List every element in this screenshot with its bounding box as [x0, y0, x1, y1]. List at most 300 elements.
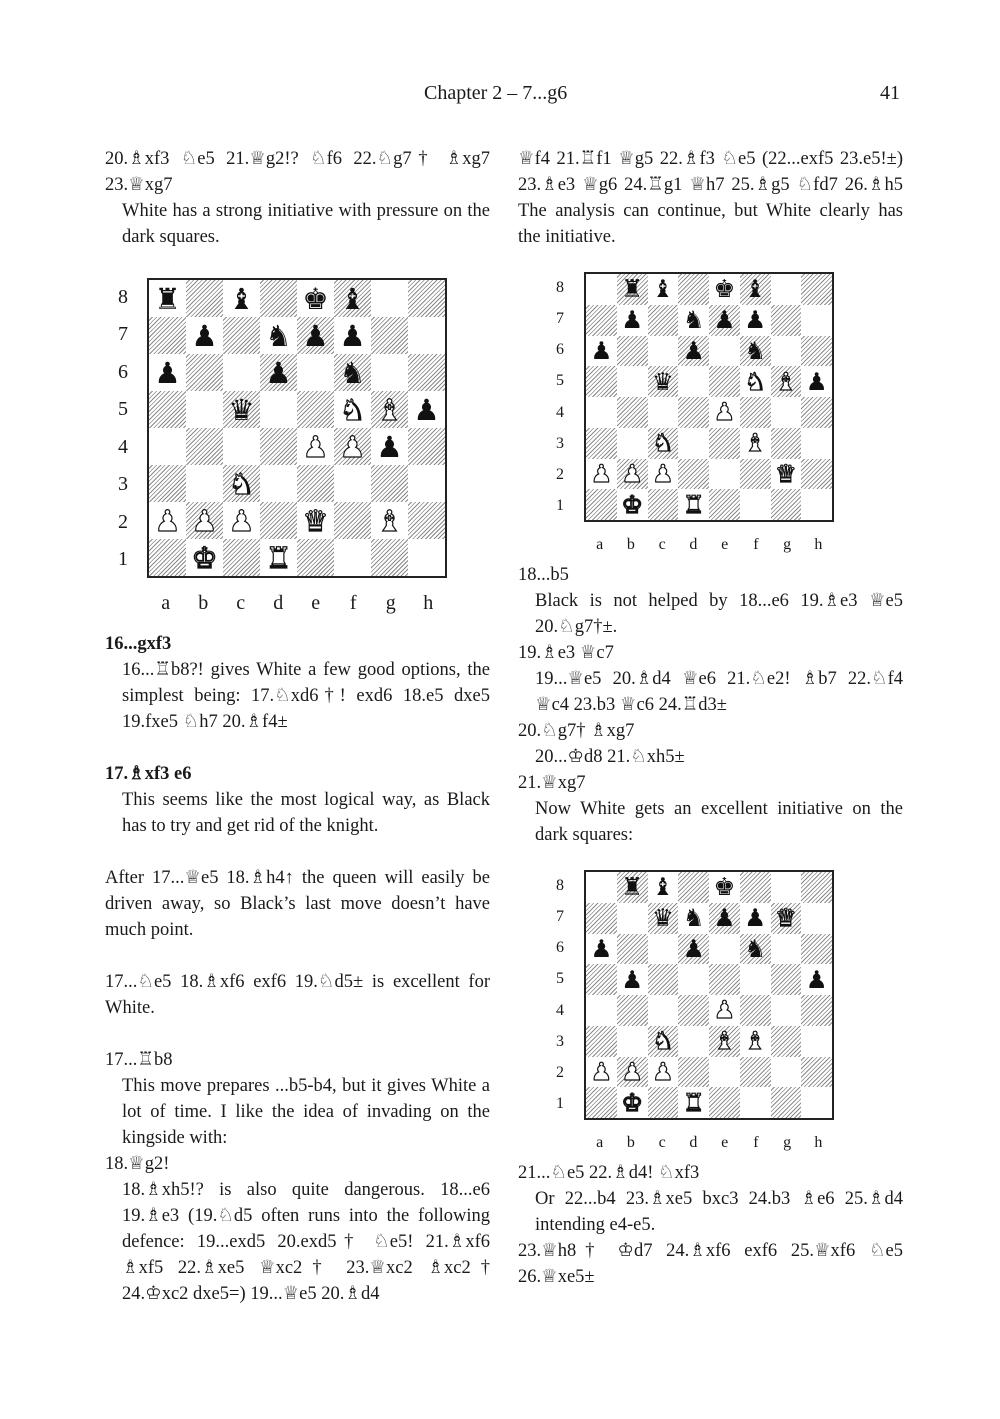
square-d1: [678, 1087, 709, 1118]
square-a5: [586, 366, 617, 397]
paragraph: 18.♕g2!: [105, 1154, 170, 1174]
square-a4: [149, 428, 186, 465]
black-pawn-icon: ♟: [191, 318, 218, 353]
square-g1: [771, 489, 802, 520]
square-f4: [740, 995, 771, 1026]
square-f8: [740, 872, 771, 903]
black-pawn-icon: ♟: [805, 366, 828, 396]
black-pawn-icon: ♟: [265, 355, 292, 390]
square-b5: [617, 366, 648, 397]
file-label: d: [273, 592, 284, 614]
square-h3: [408, 465, 445, 502]
white-pawn-icon: ♟: [339, 429, 366, 464]
rank-label: 6: [118, 360, 128, 383]
square-a2: [586, 459, 617, 490]
white-bishop-icon: ♝: [774, 366, 797, 396]
white-queen-icon: ♛: [302, 503, 329, 538]
square-e4: [709, 995, 740, 1026]
rank-label: 3: [556, 434, 564, 452]
square-g7: [371, 317, 408, 354]
paragraph: 19.♗e3 ♕c7: [518, 643, 614, 663]
square-a3: [586, 1026, 617, 1057]
white-pawn-icon: ♟: [590, 1056, 613, 1086]
square-a1: [586, 489, 617, 520]
square-f6: [740, 336, 771, 367]
square-e4: [709, 397, 740, 428]
rank-label: 2: [556, 466, 564, 484]
rank-label: 3: [118, 473, 128, 496]
square-g4: [371, 428, 408, 465]
square-b4: [617, 995, 648, 1026]
black-bishop-icon: ♝: [744, 274, 767, 304]
rank-label: 8: [556, 876, 564, 894]
square-h8: [408, 280, 445, 317]
square-d2: [678, 459, 709, 490]
square-g6: [771, 336, 802, 367]
paragraph: 20.♗xf3 ♘e5 21.♕g2!? ♘f6 22.♘g7† ♗xg7 23.♕xg7: [105, 149, 490, 195]
square-a5: [149, 391, 186, 428]
square-d2: [678, 1057, 709, 1088]
file-label: b: [626, 1134, 635, 1151]
square-f7: [334, 317, 371, 354]
white-knight-icon: ♞: [744, 366, 767, 396]
file-label: e: [721, 536, 729, 553]
white-bishop-icon: ♝: [744, 428, 767, 458]
square-g7: [771, 305, 802, 336]
square-h6: [801, 934, 832, 965]
square-f7: [740, 305, 771, 336]
square-f7: [740, 903, 771, 934]
square-f3: [740, 428, 771, 459]
square-h4: [801, 995, 832, 1026]
rank-label: 8: [118, 285, 128, 308]
file-label: b: [198, 592, 209, 614]
square-a8: [149, 280, 186, 317]
square-e7: [709, 305, 740, 336]
square-f3: [334, 465, 371, 502]
square-h7: [408, 317, 445, 354]
white-knight-icon: ♞: [651, 1026, 674, 1056]
square-b7: [617, 305, 648, 336]
black-knight-icon: ♞: [744, 933, 767, 963]
square-a6: [586, 336, 617, 367]
file-label: d: [689, 536, 698, 553]
square-e8: [709, 872, 740, 903]
file-label: c: [658, 536, 666, 553]
square-a7: [586, 903, 617, 934]
square-h4: [408, 428, 445, 465]
black-bishop-icon: ♝: [651, 274, 674, 304]
square-f4: [334, 428, 371, 465]
paragraph: White has a strong initiative with pressure on the dark squares.: [122, 201, 490, 247]
file-label: d: [689, 1134, 698, 1151]
square-e4: [297, 428, 334, 465]
black-knight-icon: ♞: [744, 335, 767, 365]
square-h4: [801, 397, 832, 428]
square-a1: [149, 539, 186, 576]
paragraph: 19...♕e5 20.♗d4 ♕e6 21.♘e2! ♗b7 22.♘f4 ♕c4 23.b3 ♕c6 24.♖d3±: [535, 669, 903, 715]
black-knight-icon: ♞: [339, 355, 366, 390]
square-d3: [678, 1026, 709, 1057]
white-pawn-icon: ♟: [621, 458, 644, 488]
square-e5: [297, 391, 334, 428]
square-g6: [771, 934, 802, 965]
square-d5: [678, 964, 709, 995]
square-d3: [678, 428, 709, 459]
square-a7: [586, 305, 617, 336]
square-g5: [371, 391, 408, 428]
square-h5: [408, 391, 445, 428]
file-label: a: [596, 1134, 604, 1151]
square-b1: [617, 489, 648, 520]
white-pawn-icon: ♟: [228, 503, 255, 538]
square-b8: [186, 280, 223, 317]
black-pawn-icon: ♟: [590, 335, 613, 365]
square-d8: [260, 280, 297, 317]
black-king-icon: ♚: [713, 872, 736, 902]
black-pawn-icon: ♟: [744, 305, 767, 335]
square-f6: [334, 354, 371, 391]
square-b6: [186, 354, 223, 391]
file-label: e: [721, 1134, 729, 1151]
square-b4: [186, 428, 223, 465]
white-pawn-icon: ♟: [651, 458, 674, 488]
file-label: h: [423, 592, 434, 614]
paragraph: 21.♕xg7: [518, 773, 586, 793]
black-pawn-icon: ♟: [713, 903, 736, 933]
black-pawn-icon: ♟: [590, 933, 613, 963]
square-c7: [648, 305, 679, 336]
square-e3: [709, 428, 740, 459]
square-g2: [371, 502, 408, 539]
right-column: [518, 146, 903, 1290]
square-f2: [334, 502, 371, 539]
square-c6: [648, 336, 679, 367]
paragraph: ♕f4 21.♖f1 ♕g5 22.♗f3 ♘e5 (22...exf5 23.e5!±) 23.♗e3 ♕g6 24.♖g1 ♕h7 25.♗g5 ♘fd7 26.♗h5 The analysis can continue, but White clearly has the initiative.: [518, 149, 903, 247]
white-knight-icon: ♞: [228, 466, 255, 501]
square-d7: [260, 317, 297, 354]
square-c2: [648, 1057, 679, 1088]
white-pawn-icon: ♟: [590, 458, 613, 488]
rank-label: 1: [118, 548, 128, 571]
square-h7: [801, 903, 832, 934]
black-bishop-icon: ♝: [228, 281, 255, 316]
square-a3: [586, 428, 617, 459]
square-f2: [740, 459, 771, 490]
rank-label: 6: [556, 341, 564, 359]
paragraph: 23.♕h8† ♔d7 24.♗xf6 exf6 25.♕xf6 ♘e5 26.♕xe5±: [518, 1241, 903, 1287]
white-knight-icon: ♞: [339, 392, 366, 427]
square-e7: [297, 317, 334, 354]
black-pawn-icon: ♟: [621, 964, 644, 994]
black-queen-icon: ♛: [651, 903, 674, 933]
square-a8: [586, 872, 617, 903]
square-a6: [149, 354, 186, 391]
square-e1: [709, 489, 740, 520]
rank-label: 1: [556, 1095, 564, 1113]
black-queen-icon: ♛: [651, 366, 674, 396]
chessboard: [584, 272, 834, 522]
square-e6: [709, 336, 740, 367]
square-c6: [223, 354, 260, 391]
square-b5: [186, 391, 223, 428]
square-c3: [648, 1026, 679, 1057]
square-b1: [617, 1087, 648, 1118]
square-f8: [740, 274, 771, 305]
paragraph: This move prepares ...b5-b4, but it gives White a lot of time. I like the idea of invading on the kingside with:: [122, 1076, 490, 1148]
square-d5: [678, 366, 709, 397]
square-e1: [297, 539, 334, 576]
paragraph: 21...♘e5 22.♗d4! ♘xf3: [518, 1163, 700, 1183]
paragraph: 16...♖b8?! gives White a few good options, the simplest being: 17.♘xd6†! exd6 18.e5 dxe5 19.fxe5 ♘h7 20.♗f4±: [122, 660, 490, 732]
black-pawn-icon: ♟: [154, 355, 181, 390]
square-f1: [740, 489, 771, 520]
white-pawn-icon: ♟: [154, 503, 181, 538]
square-g1: [771, 1087, 802, 1118]
file-label: h: [814, 1134, 823, 1151]
square-c1: [223, 539, 260, 576]
square-e2: [297, 502, 334, 539]
black-queen-icon: ♛: [228, 392, 255, 427]
square-h2: [801, 1057, 832, 1088]
white-bishop-icon: ♝: [376, 392, 403, 427]
square-h1: [801, 489, 832, 520]
square-b3: [617, 428, 648, 459]
square-b5: [617, 964, 648, 995]
black-pawn-icon: ♟: [621, 305, 644, 335]
black-king-icon: ♚: [713, 274, 736, 304]
white-rook-icon: ♜: [682, 1087, 705, 1117]
square-c6: [648, 934, 679, 965]
square-h3: [801, 1026, 832, 1057]
black-king-icon: ♚: [302, 281, 329, 316]
black-pawn-icon: ♟: [302, 318, 329, 353]
chess-diagram-2: [518, 272, 858, 562]
square-f5: [740, 964, 771, 995]
square-d7: [678, 903, 709, 934]
square-d5: [260, 391, 297, 428]
white-pawn-icon: ♟: [302, 429, 329, 464]
square-h1: [801, 1087, 832, 1118]
rank-label: 2: [118, 510, 128, 533]
square-d4: [678, 397, 709, 428]
white-pawn-icon: ♟: [651, 1056, 674, 1086]
chapter-title: Chapter 2 – 7...g6: [424, 82, 568, 104]
rank-label: 5: [556, 372, 564, 390]
square-d4: [260, 428, 297, 465]
square-d6: [678, 336, 709, 367]
square-a7: [149, 317, 186, 354]
square-g8: [771, 872, 802, 903]
square-c3: [648, 428, 679, 459]
square-g6: [371, 354, 408, 391]
square-b1: [186, 539, 223, 576]
square-h6: [408, 354, 445, 391]
rank-label: 7: [556, 309, 564, 327]
square-f4: [740, 397, 771, 428]
rank-label: 1: [556, 497, 564, 515]
square-h7: [801, 305, 832, 336]
square-e3: [297, 465, 334, 502]
square-a4: [586, 995, 617, 1026]
square-g4: [771, 995, 802, 1026]
file-label: c: [658, 1134, 666, 1151]
black-pawn-icon: ♟: [682, 335, 705, 365]
paragraph: Now White gets an excellent initiative on the dark squares:: [535, 799, 903, 845]
square-d1: [260, 539, 297, 576]
rank-label: 4: [118, 435, 128, 458]
black-pawn-icon: ♟: [339, 318, 366, 353]
black-pawn-icon: ♟: [413, 392, 440, 427]
square-g7: [771, 903, 802, 934]
square-b6: [617, 336, 648, 367]
square-c8: [223, 280, 260, 317]
white-king-icon: ♚: [621, 1087, 644, 1117]
file-label: b: [626, 536, 635, 553]
square-b7: [617, 903, 648, 934]
black-pawn-icon: ♟: [682, 933, 705, 963]
square-c8: [648, 274, 679, 305]
white-pawn-icon: ♟: [713, 397, 736, 427]
rank-label: 4: [556, 1001, 564, 1019]
square-g3: [771, 1026, 802, 1057]
square-g2: [771, 459, 802, 490]
rank-label: 2: [556, 1064, 564, 1082]
square-f5: [334, 391, 371, 428]
square-d6: [260, 354, 297, 391]
black-pawn-icon: ♟: [744, 903, 767, 933]
black-rook-icon: ♜: [621, 274, 644, 304]
white-pawn-icon: ♟: [621, 1056, 644, 1086]
black-pawn-icon: ♟: [713, 305, 736, 335]
rank-label: 6: [556, 939, 564, 957]
square-b6: [617, 934, 648, 965]
square-f3: [740, 1026, 771, 1057]
square-a1: [586, 1087, 617, 1118]
square-e8: [297, 280, 334, 317]
square-g4: [771, 397, 802, 428]
file-label: f: [753, 536, 759, 553]
square-d6: [678, 934, 709, 965]
square-g1: [371, 539, 408, 576]
square-a3: [149, 465, 186, 502]
square-g8: [371, 280, 408, 317]
file-label: g: [783, 1134, 792, 1151]
white-knight-icon: ♞: [651, 428, 674, 458]
square-d8: [678, 274, 709, 305]
square-f5: [740, 366, 771, 397]
black-knight-icon: ♞: [682, 903, 705, 933]
square-h6: [801, 336, 832, 367]
square-d1: [678, 489, 709, 520]
square-a6: [586, 934, 617, 965]
white-bishop-icon: ♝: [744, 1026, 767, 1056]
square-g2: [771, 1057, 802, 1088]
square-g8: [771, 274, 802, 305]
black-rook-icon: ♜: [621, 872, 644, 902]
square-h8: [801, 274, 832, 305]
square-c7: [223, 317, 260, 354]
chessboard: [147, 278, 447, 578]
square-f1: [334, 539, 371, 576]
chessboard: [584, 870, 834, 1120]
square-f6: [740, 934, 771, 965]
file-label: c: [236, 592, 246, 614]
paragraph: Or 22...b4 23.♗xe5 bxc3 24.b3 ♗e6 25.♗d4 intending e4-e5.: [535, 1189, 903, 1235]
square-h8: [801, 872, 832, 903]
square-e3: [709, 1026, 740, 1057]
square-c5: [648, 366, 679, 397]
square-b3: [617, 1026, 648, 1057]
square-g5: [771, 366, 802, 397]
rank-label: 7: [556, 907, 564, 925]
square-b4: [617, 397, 648, 428]
move-heading: 16...gxf3: [105, 634, 172, 654]
square-d2: [260, 502, 297, 539]
white-rook-icon: ♜: [265, 540, 292, 575]
square-b2: [186, 502, 223, 539]
black-pawn-icon: ♟: [805, 964, 828, 994]
page-number: 41: [880, 82, 900, 104]
square-h3: [801, 428, 832, 459]
square-h5: [801, 964, 832, 995]
square-d3: [260, 465, 297, 502]
square-a5: [586, 964, 617, 995]
file-label: g: [783, 536, 792, 553]
square-c5: [223, 391, 260, 428]
white-queen-icon: ♛: [774, 903, 797, 933]
black-rook-icon: ♜: [154, 281, 181, 316]
paragraph: 18...b5: [518, 565, 569, 585]
file-label: e: [311, 592, 321, 614]
paragraph: This seems like the most logical way, as Black has to try and get rid of the knight.: [122, 790, 490, 836]
rank-label: 5: [118, 398, 128, 421]
square-d7: [678, 305, 709, 336]
file-label: g: [385, 592, 396, 614]
square-e6: [297, 354, 334, 391]
square-f8: [334, 280, 371, 317]
rank-label: 7: [118, 323, 128, 346]
white-pawn-icon: ♟: [713, 995, 736, 1025]
black-bishop-icon: ♝: [339, 281, 366, 316]
square-g3: [371, 465, 408, 502]
square-a2: [586, 1057, 617, 1088]
square-e7: [709, 903, 740, 934]
paragraph: After 17...♕e5 18.♗h4↑ the queen will easily be driven away, so Black’s last move doesn’t have much point.: [105, 868, 490, 940]
white-queen-icon: ♛: [774, 458, 797, 488]
square-e8: [709, 274, 740, 305]
square-f1: [740, 1087, 771, 1118]
white-rook-icon: ♜: [682, 489, 705, 519]
square-d8: [678, 872, 709, 903]
square-h1: [408, 539, 445, 576]
square-f2: [740, 1057, 771, 1088]
paragraph: Black is not helped by 18...e6 19.♗e3 ♕e5 20.♘g7†±.: [535, 591, 903, 637]
square-h5: [801, 366, 832, 397]
square-c2: [223, 502, 260, 539]
black-knight-icon: ♞: [682, 305, 705, 335]
square-h2: [408, 502, 445, 539]
square-g3: [771, 428, 802, 459]
square-d4: [678, 995, 709, 1026]
file-label: a: [161, 592, 171, 614]
white-pawn-icon: ♟: [191, 503, 218, 538]
square-c4: [648, 397, 679, 428]
square-b7: [186, 317, 223, 354]
square-e5: [709, 964, 740, 995]
rank-label: 4: [556, 403, 564, 421]
square-e1: [709, 1087, 740, 1118]
